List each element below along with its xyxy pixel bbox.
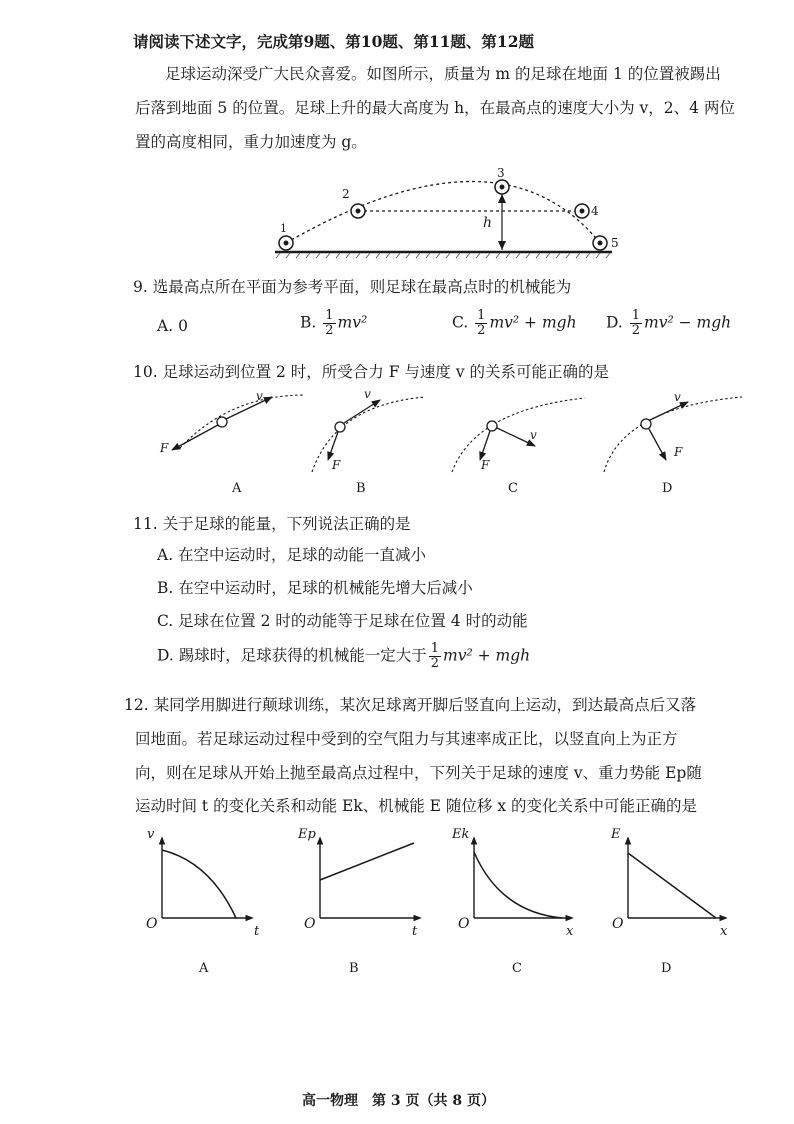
passage-line-2: 后落到地面 5 的位置。足球上升的最大高度为 h，在最高点的速度大小为 v，2、4 两位 bbox=[135, 99, 735, 117]
graph-d-origin: O bbox=[612, 916, 624, 932]
graph-b bbox=[297, 827, 420, 976]
graph-a-origin: O bbox=[146, 916, 158, 932]
graph-c bbox=[451, 827, 574, 976]
graph-d-line bbox=[628, 853, 716, 918]
q11-d-tail: mv² + mgh bbox=[443, 646, 531, 665]
frac-num: 1 bbox=[477, 308, 486, 323]
frac-den: 2 bbox=[477, 323, 486, 338]
option-label-c: C bbox=[508, 481, 518, 496]
q9-d-letter: D. bbox=[606, 313, 623, 332]
force-label-c: F bbox=[481, 458, 490, 472]
point-label-2: 2 bbox=[342, 187, 350, 201]
frac-num: 1 bbox=[631, 308, 641, 323]
q11-option-a: A. 在空中运动时，足球的动能一直减小 bbox=[157, 546, 427, 564]
q9-stem: 9. 选最高点所在平面为参考平面，则足球在最高点时的机械能为 bbox=[133, 278, 572, 296]
passage-line-3: 置的高度相同，重力加速度为 g。 bbox=[135, 133, 367, 151]
q11-option-b: B. 在空中运动时，足球的机械能先增大后减小 bbox=[157, 579, 473, 597]
velocity-label-d: v bbox=[674, 390, 681, 404]
q10-stem: 10. 足球运动到位置 2 时，所受合力 F 与速度 v 的关系可能正确的是 bbox=[133, 363, 610, 381]
graph-b-option: B bbox=[349, 961, 359, 976]
point-label-1: 1 bbox=[280, 222, 287, 235]
q12-line-3: 向，则在足球从开始上抛至最高点过程中，下列关于足球的速度 v、重力势能 Ep随 bbox=[135, 764, 702, 782]
graph-c-curve bbox=[474, 852, 562, 918]
q9-a-letter: A. bbox=[157, 317, 174, 335]
graph-b-y-label: Ep bbox=[298, 827, 316, 842]
point-label-4: 4 bbox=[591, 204, 599, 218]
frac-den: 2 bbox=[325, 323, 334, 338]
graph-c-option: C bbox=[512, 961, 522, 976]
velocity-label-c: v bbox=[530, 428, 537, 442]
graph-a-option: A bbox=[199, 961, 209, 976]
point-label-5: 5 bbox=[611, 236, 619, 250]
q9-d-tail: mv² − mgh bbox=[644, 313, 732, 332]
graph-c-x-label: x bbox=[566, 924, 574, 939]
passage-line-1: 足球运动深受广大民众喜爱。如图所示，质量为 m 的足球在地面 1 的位置被踢出 bbox=[165, 65, 721, 83]
reading-instruction: 请阅读下述文字，完成第9题、第10题、第11题、第12题 bbox=[133, 32, 534, 51]
graph-b-origin: O bbox=[304, 916, 316, 932]
frac-num: 1 bbox=[430, 641, 440, 656]
q11-d-head: D. 踢球时，足球获得的机械能一定大于 bbox=[157, 646, 427, 665]
q12-line-1: 12. 某同学用脚进行颠球训练，某次足球离开脚后竖直向上运动，到达最高点后又落 bbox=[124, 696, 697, 714]
height-label: h bbox=[483, 215, 493, 231]
graph-d-y-label: E bbox=[611, 827, 621, 842]
frac-num: 1 bbox=[325, 308, 334, 323]
graph-a-curve bbox=[162, 850, 236, 918]
q12-line-2: 回地面。若足球运动过程中受到的空气阻力与其速率成正比，以竖直向上为正方 bbox=[135, 730, 678, 748]
force-label-a: F bbox=[160, 441, 169, 455]
q9-c-tail: mv² + mgh bbox=[489, 313, 577, 332]
q9-b-letter: B. bbox=[300, 313, 317, 332]
graph-b-x-label: t bbox=[412, 924, 418, 939]
q11-option-c: C. 足球在位置 2 时的动能等于足球在位置 4 时的动能 bbox=[157, 612, 528, 630]
graph-a-y-label: v bbox=[147, 827, 155, 842]
graph-a bbox=[146, 827, 260, 976]
frac-den: 2 bbox=[631, 323, 641, 338]
option-label-b: B bbox=[356, 481, 366, 496]
graph-d bbox=[610, 827, 728, 976]
page-footer: 高一物理 第 3 页（共 8 页） bbox=[302, 1093, 495, 1109]
q11-stem: 11. 关于足球的能量，下列说法正确的是 bbox=[133, 515, 411, 533]
point-label-3: 3 bbox=[497, 166, 505, 180]
q9-b-tail: mv² bbox=[337, 313, 368, 332]
graph-a-x-label: t bbox=[254, 924, 260, 939]
velocity-label-b: v bbox=[364, 387, 371, 401]
option-label-d: D bbox=[662, 481, 673, 496]
q12-line-4: 运动时间 t 的变化关系和动能 Ek、机械能 E 随位移 x 的变化关系中可能正确的是 bbox=[135, 797, 697, 815]
graph-c-origin: O bbox=[458, 916, 470, 932]
velocity-label-a: v bbox=[256, 389, 263, 403]
q9-a-text: 0 bbox=[178, 317, 188, 335]
frac-den: 2 bbox=[430, 656, 440, 671]
force-label-d: F bbox=[674, 445, 683, 459]
graph-d-option: D bbox=[661, 961, 672, 976]
force-label-b: F bbox=[332, 458, 341, 472]
graph-c-y-label: Ek bbox=[452, 827, 470, 842]
graph-d-x-label: x bbox=[720, 924, 728, 939]
option-label-a: A bbox=[232, 481, 242, 496]
graph-b-line bbox=[320, 843, 414, 880]
q9-c-letter: C. bbox=[452, 313, 469, 332]
